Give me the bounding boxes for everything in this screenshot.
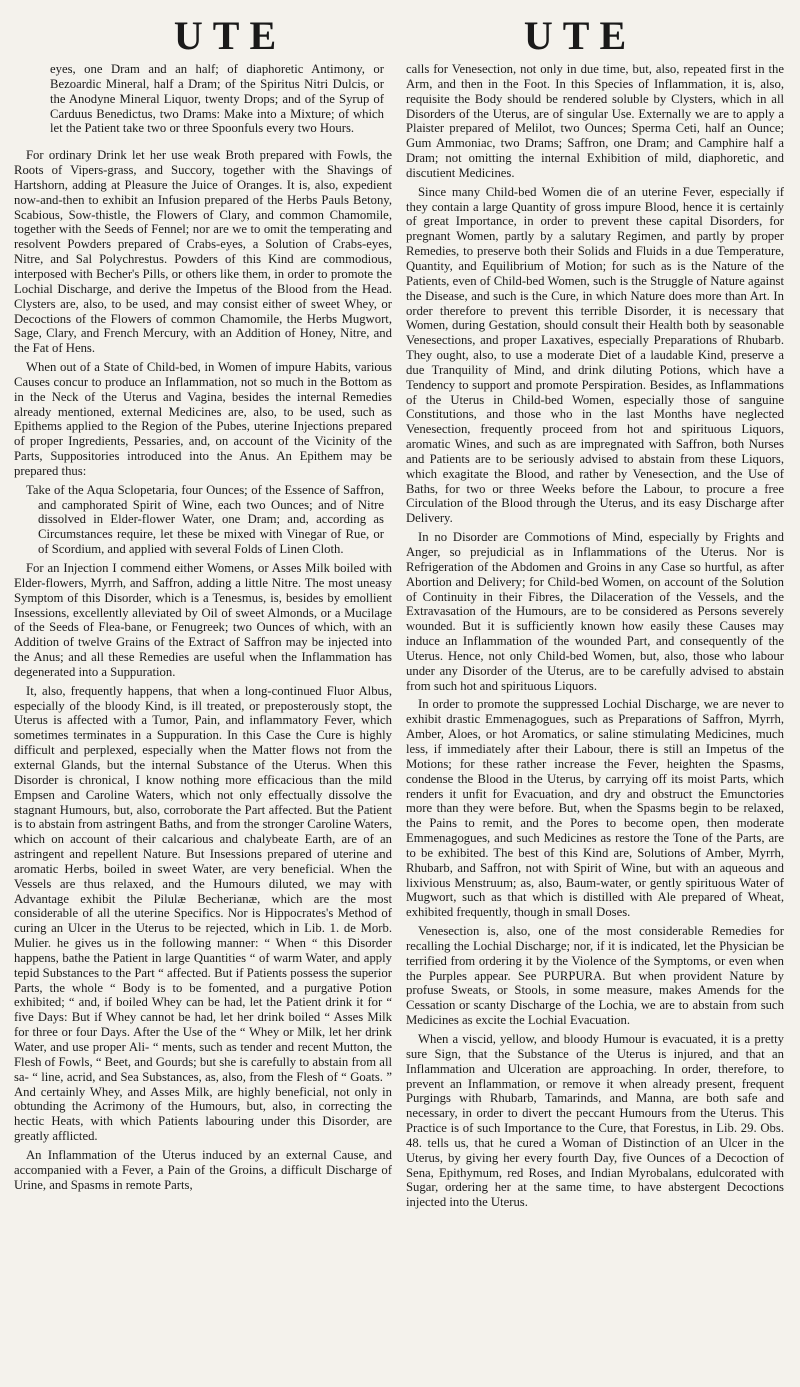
paragraph: Take of the Aqua Sclopetaria, four Ounces; of the Essence of Saffron, and camphorated Spirit of Wine, each two Ounces; and of Nitre dissolved in Elder-flower Water, one Dram; and, according as Circumstances require, let these be mixed with Vinegar of Rue, or of Scordium, and applied with several Folds of Linen Cloth. [26, 482, 384, 557]
paragraph: In no Disorder are Commotions of Mind, especially by Frights and Anger, so prejudicial as in Inflammations of the Uterus. Nor is Refrigeration of the Abdomen and Groins in any Case so hurtful, as after Abortion and Delivery; for Child-bed Women, on account of the Solution of Continuity in their Fibres, the Dilaceration of the Vessels, and the Extravasation of the Humours, are to be considered as Persons severely wounded. But it is sufficiently known how easily these Causes may induce an Inflammation of the wounded Part, and consequently of the Uterus. Hence, not only Child-bed Women, but, also, those who labour under any Disorder of the Uterus, are to be carefully advised to abstain from such hot and spirituous Liquors. [406, 530, 784, 693]
paragraph: Since many Child-bed Women die of an uterine Fever, especially if they contain a large Quantity of gross impure Blood, hence it is certainly of great Importance, in order to prevent these capital Disorders, for pregnant Women, partly by a salutary Regimen, and partly by proper Remedies, to preserve both their Solids and Fluids in a due Temperature, Quantity, and Equilibrium of Motion; for such as is the Nature of the Patients, even of Child-bed Women, such is the Struggle of Nature against the Disease, and such is the Cure, in which Nature does more than Art. In order therefore to prevent this terrible Disorder, it is necessary that Women, during Gestation, should consult their Health both by seasonable Venesections, and proper Laxatives, especially Preparations of Rhubarb. They ought, also, to use a moderate Diet of a laudable Kind, preserve a due Tranquility of Mind, and drink diluting Potions, which have a Tendency to support and promote Perspiration. Besides, as Inflammations of the Uterus in Child-bed Women, especially those of sanguine Constitutions, and those who in the last Months have neglected Venesection, frequently proceed from hot and spirituous Liquors, aromatic Wines, and such as are impregnated with Saffron, both Nurses and Patients are to be seriously advised to abstain from these Liquors, which exagitate the Blood, and rather by Venesection, and the Use of Baths, for two or three Weeks before the Labour, to procure a free Circulation of the Blood through the Uterus, and its easy Discharge after Delivery. [406, 184, 784, 526]
right-column [406, 62, 784, 1214]
running-head-left: UTE [173, 13, 287, 58]
running-head-right: UTE [523, 13, 637, 58]
paragraph: When out of a State of Child-bed, in Women of impure Habits, various Causes concur to produce an Inflammation, not so much in the Bottom as in the Neck of the Uterus and Vagina, besides the internal Remedies already mentioned, external Medicines are, also, to be used, such as Epithems applied to the Region of the Pubes, uterine Injections prepared of proper Ingredients, Pessaries, and, on account of the Vicinity of the Parts, Suppositories introduced into the Anus. An Epithem may be prepared thus: [14, 360, 392, 478]
left-column [14, 62, 392, 1196]
paragraph: An Inflammation of the Uterus induced by an external Cause, and accompanied with a Fever, a Pain of the Groins, a difficult Discharge of Urine, and Spasms in remote Parts, [14, 1147, 392, 1192]
paragraph: Venesection is, also, one of the most considerable Remedies for recalling the Lochial Discharge; nor, if it is indicated, let the Physician be terrified from ordering it by the Violence of the Symptoms, or even when the Purples appear. See PURPURA. But when provident Nature by profuse Sweats, or Stools, in some measure, makes Amends for the Cessation or scanty Discharge of the Lochia, we are to abstain from such Medicines as excite the Lochial Evacuation. [406, 924, 784, 1028]
paragraph: eyes, one Dram and an half; of diaphoretic Antimony, or Bezoardic Mineral, half a Dram; of the Spiritus Nitri Dulcis, or the Anodyne Mineral Liquor, twenty Drops; and of the Syrup of Carduus Benedictus, two Drams: Make into a Mixture; of which let the Patient take two or three Spoonfuls every two Hours. [50, 62, 384, 136]
paragraph: For ordinary Drink let her use weak Broth prepared with Fowls, the Roots of Vipers-grass, and Succory, together with the Shavings of Hartshorn, adding at Pleasure the Juice of Oranges. It is, also, expedient now-and-then to exhibit an Infusion prepared of the Herbs Pauls Betony, Scabious, Sow-thistle, the Flowers of Clary, and common Chamomile, together with the Seeds of Fennel; nor are we to omit the temperating and resolvent Powders prepared of Crabs-eyes, a Solution of Crabs-eyes, Nitre, and Sal Polychrestus. Powders of this Kind are commodious, interposed with Becher's Pills, or others like them, in order to promote the Lochial Discharge, and derive the Impetus of the Blood from the Head. Clysters are, also, to be used, and may consist either of sweet Whey, or Decoctions of the Flowers of common Chamomile, the Herbs Mugwort, Sage, Clary, and French Mercury, with an Addition of Honey, Nitre, and the Fat of Hens. [14, 148, 392, 356]
paragraph: In order to promote the suppressed Lochial Discharge, we are never to exhibit drastic Emmenagogues, such as Preparations of Saffron, Myrrh, Amber, Aloes, or hot Aromatics, or saline stimulating Medicines, much less, if immediately after their Labour, there is still an Impetus of the Motions; for these rather increase the Fever, heighten the Spasms, condense the Blood in the Uterus, by carrying off its moist Parts, which renders it unfit for Evacuation, and dry and obstruct the Emunctories more than they were before. But, when the Spasms begin to be relaxed, the Pains to remit, and the Pores to become open, then moderate Emmenagogues, and such Medicines as restore the Tone of the Parts, are to be exhibited. The best of this Kind are, Solutions of Amber, Myrrh, Rhubarb, and Saffron, not with Spirit of Wine, but with an aqueous and lixivious Menstruum; as, also, Baum-water, or gently spirituous Water of Mugwort, such as that which is distilled with Ale prepared of Wheat, exhibited frequently, though in small Doses. [406, 697, 784, 920]
paragraph: For an Injection I commend either Womens, or Asses Milk boiled with Elder-flowers, Myrrh, and Saffron, adding a little Nitre. The most uneasy Symptom of this Disorder, which is a Tenesmus, is, besides by emollient Insessions, excellently alleviated by Oil of sweet Almonds, or a Mucilage of the Seeds of Flea-bane, or Fenugreek; two Ounces of which, with an Addition of twelve Grains of the Extract of Saffron may be injected into the Anus; and all these Remedies are useful when the Inflammation has degenerated into a Suppuration. [14, 561, 392, 679]
paragraph: When a viscid, yellow, and bloody Humour is evacuated, it is a pretty sure Sign, that the Substance of the Uterus is injured, and that an Inflammation and Ulceration are approaching. In order, therefore, to prevent an Inflammation, or remove it when already present, frequent Purgings with Rhubarb, Tamarinds, and Manna, are both safe and necessary, in order to divert the peccant Humours from the Uterus. This Practice is of such Importance to the Cure, that Forestus, in Lib. 29. Obs. 48. tells us, that he cured a Woman of Distinction of an Ulcer in the Uterus, by giving her every fourth Day, five Ounces of a Decoction of Sena, Epithymum, red Roses, and Indian Myrobalans, edulcorated with Sugar, ordering her at the same time, to have abstergent Decoctions injected into the Uterus. [406, 1032, 784, 1210]
paragraph: calls for Venesection, not only in due time, but, also, repeated first in the Arm, and then in the Foot. In this Species of Inflammation, it is, also, requisite the Body should be rendered soluble by Clysters, which in all Disorders of the Uterus, are of singular Use. Externally we are to apply a Plaister prepared of Melilot, two Ounces; Sperma Ceti, half an Ounce; Gum Ammoniac, two Drams; Saffron, one Dram; and Camphire half a Dram; not omitting the internal Exhibition of mild, diaphoretic, and discutient Medicines. [406, 62, 784, 180]
paragraph: It, also, frequently happens, that when a long-continued Fluor Albus, especially of the bloody Kind, is ill treated, or preposterously stopt, the Uterus is affected with a Tumor, Pain, and inflammatory Fever, which sometimes terminates in a Suppuration. In this Case the Cure is highly difficult and perplexed, especially when the Matter flows not from the external Glands, but the internal Substance of the Uterus. When this Disorder is chronical, I know nothing more efficacious than the mild Empsen and Caroline Waters, which not only effectually dissolve the stagnant Humours, but, also, corroborate the Part affected. But the Patient is to abstain from astringent Baths, and from the stronger Caroline Waters, which on account of their calcarious and chalybeate Earth, are of an astringent and repellent Nature. But Insessions prepared of uterine and aromatic Herbs, boiled in sweet Water, are very beneficial. When the Vessels are thus relaxed, and the Humours diluted, we may with Advantage exhibit the Pilulæ Becherianæ, which are the most considerable of all the uterine Specifics. Nor is Hippocrates's Method of curing an Ulcer in the Uterus to be rejected, which in Lib. 1. de Morb. Mulier. he gives us in the following manner: “ When “ this Disorder happens, bathe the Patient in large Quantities “ of warm Water, and apply tepid Substances to the Part “ affected. But if Patients possess the superior Parts, the whole “ Body is to be fomented, and a purgative Potion exhibited; “ and, if boiled Whey can be had, let the Patient drink it for “ five Days: But if Whey cannot be had, let her drink boiled “ Asses Milk for three or four Days. After the Use of the “ Whey or Milk, let her drink Water, and use proper Ali- “ ments, such as tender and recent Mutton, the Flesh of Fowls, “ Beet, and Gourds; but she is carefully to abstain from all sa- “ line, acrid, and Sea Substances, as, also, from the Flesh of “ Goats. ” And certainly Whey, and Asses Milk, are highly beneficial, not only in obtunding the Acrimony of the Humours, but, also, in correcting the hectic Heats, with which Patients labouring under this Disorder, are greatly afflicted. [14, 683, 392, 1144]
